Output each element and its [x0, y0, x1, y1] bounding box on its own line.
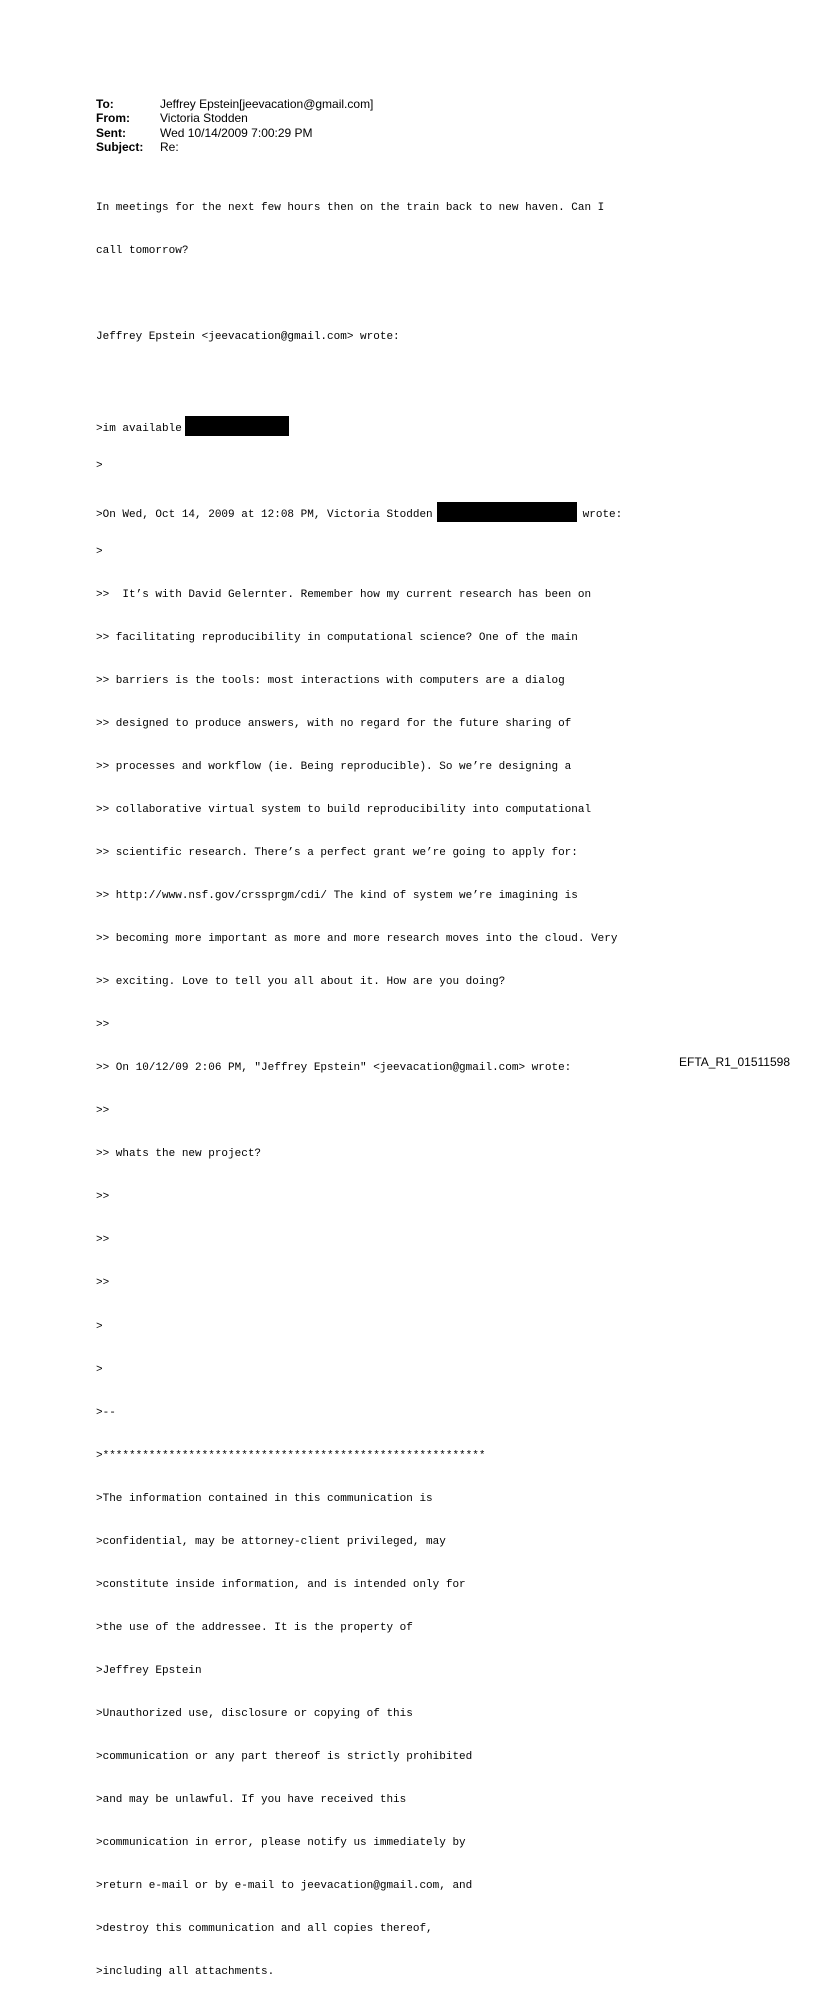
body-line: >> http://www.nsf.gov/crssprgm/cdi/ The kind of system we’re imagining is	[96, 890, 578, 903]
body-line: >>	[96, 1105, 110, 1118]
body-line	[96, 287, 622, 301]
body-line: >destroy this communication and all copies thereof,	[96, 1922, 433, 1935]
body-line: >including all attachments.	[96, 1965, 275, 1978]
body-line: >constitute inside information, and is intended only for	[96, 1578, 466, 1591]
body-line: In meetings for the next few hours then on the train back to new haven. Can I	[96, 201, 605, 214]
body-line: >>	[96, 1277, 110, 1290]
email-body	[96, 172, 622, 1994]
body-line: >> whats the new project?	[96, 1148, 262, 1161]
to-row	[96, 97, 373, 111]
body-line: >Unauthorized use, disclosure or copying of this	[96, 1707, 413, 1720]
body-line: >>	[96, 1019, 110, 1032]
body-line: >the use of the addressee. It is the property of	[96, 1621, 413, 1634]
body-line: >confidential, may be attorney-client privileged, may	[96, 1535, 446, 1548]
redaction-box	[437, 502, 577, 522]
body-line: >> barriers is the tools: most interactions with computers are a dialog	[96, 675, 565, 688]
body-line: >return e-mail or by e-mail to jeevacation@gmail.com, and	[96, 1879, 473, 1892]
body-line: Jeffrey Epstein <jeevacation@gmail.com> wrote:	[96, 330, 400, 343]
body-line: >	[96, 545, 103, 558]
body-line: >> On 10/12/09 2:06 PM, "Jeffrey Epstein" <jeevacation@gmail.com> wrote:	[96, 1062, 572, 1075]
from-row	[96, 111, 373, 125]
body-line: >>	[96, 1234, 110, 1247]
sent-row	[96, 126, 373, 140]
body-line: >> scientific research. There’s a perfect grant we’re going to apply for:	[96, 847, 578, 860]
from-value: Victoria Stodden	[160, 111, 248, 126]
redaction-box	[185, 416, 289, 436]
body-line: >> designed to produce answers, with no regard for the future sharing of	[96, 718, 572, 731]
from-label: From:	[96, 111, 130, 126]
body-line: >> becoming more important as more and more research moves into the cloud. Very	[96, 933, 618, 946]
subject-value: Re:	[160, 140, 179, 155]
sent-value: Wed 10/14/2009 7:00:29 PM	[160, 125, 313, 140]
reply-header-text: >On Wed, Oct 14, 2009 at 12:08 PM, Victoria Stodden	[96, 508, 433, 521]
body-line-available	[96, 416, 622, 435]
subject-row	[96, 140, 373, 154]
body-line: >	[96, 1320, 103, 1333]
body-line: >> collaborative virtual system to build reproducibility into computational	[96, 804, 592, 817]
to-value: Jeffrey Epstein[jeevacation@gmail.com]	[160, 97, 374, 111]
sent-label: Sent:	[96, 125, 126, 140]
body-line: >communication in error, please notify us immediately by	[96, 1836, 466, 1849]
body-line: >Jeffrey Epstein	[96, 1664, 202, 1677]
body-line: >and may be unlawful. If you have received this	[96, 1793, 407, 1806]
email-header	[96, 97, 373, 155]
body-line: >> exciting. Love to tell you all about it. How are you doing?	[96, 976, 506, 989]
body-line: >> facilitating reproducibility in computational science? One of the main	[96, 632, 578, 644]
to-label: To:	[96, 97, 114, 111]
body-line: >	[96, 1363, 103, 1376]
body-line: >>	[96, 1191, 110, 1204]
reply-header-wrote: wrote:	[582, 508, 623, 521]
document-id: EFTA_R1_01511598	[679, 1055, 790, 1069]
body-line	[96, 373, 622, 387]
body-line: >The information contained in this communication is	[96, 1492, 433, 1505]
body-line: >**********************************************************	[96, 1449, 486, 1462]
body-line: call tomorrow?	[96, 244, 189, 257]
body-line-reply-header	[96, 502, 623, 521]
body-line: >> processes and workflow (ie. Being reproducible). So we’re designing a	[96, 761, 572, 774]
body-line: >communication or any part thereof is strictly prohibited	[96, 1750, 473, 1763]
subject-label: Subject:	[96, 140, 144, 155]
body-line: >--	[96, 1406, 116, 1419]
body-line: >> It’s with David Gelernter. Remember how my current research has been on	[96, 588, 592, 601]
available-text: >im available	[96, 422, 182, 435]
body-line: >	[96, 459, 103, 472]
